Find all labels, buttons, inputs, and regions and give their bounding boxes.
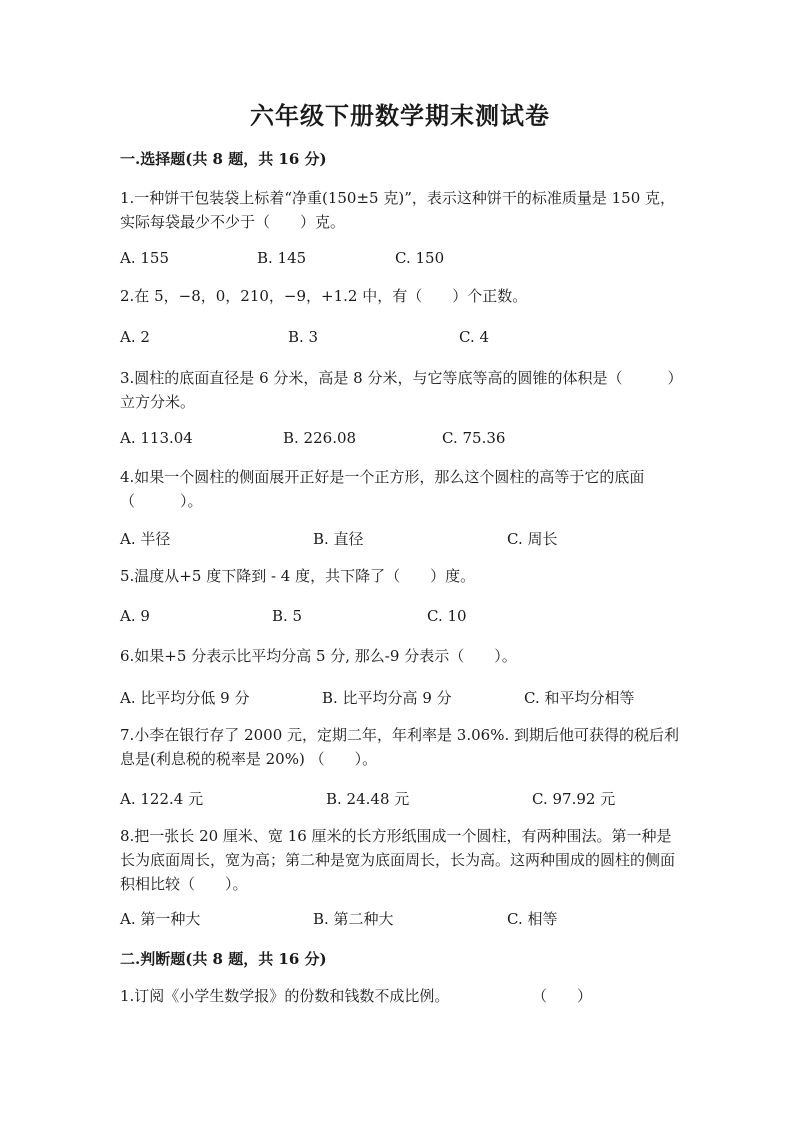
question-4: 4.如果一个圆柱的侧面展开正好是一个正方形，那么这个圆柱的高等于它的底面（ ）。	[120, 468, 645, 510]
option-b: B. 226.08	[283, 429, 357, 447]
question-8: 8.把一张长 20 厘米、宽 16 厘米的长方形纸围成一个圆柱，有两种围法。第一种是长为底面周长，宽为高；第二种是宽为底面周长，长为高。这两种围成的圆柱的侧面积相比较（ ）。	[120, 827, 676, 893]
option-a: A. 半径	[120, 530, 171, 548]
option-c: C. 10	[427, 607, 467, 625]
option-b: B. 第二种大	[313, 910, 394, 928]
option-c: C. 4	[459, 328, 490, 346]
option-a: A. 9	[120, 607, 150, 625]
question-1: 1.一种饼干包装袋上标着“净重(150±5 克)”，表示这种饼干的标准质量是 150 克，实际每袋最少不少于（ ）克。	[120, 189, 676, 231]
judge-question-1-answer-blank: （ ）	[532, 987, 593, 1005]
question-2: 2.在 5，−8，0，210，−9，+1.2 中，有（ ）个正数。	[120, 287, 528, 305]
question-7-options	[120, 788, 680, 810]
question-5-options	[120, 607, 680, 629]
question-5: 5.温度从+5 度下降到 - 4 度，共下降了（ ）度。	[120, 567, 476, 585]
option-c: C. 周长	[507, 530, 558, 548]
option-c: C. 和平均分相等	[524, 689, 635, 707]
option-a: A. 122.4 元	[120, 790, 204, 808]
section-heading-choice: 一.选择题(共 8 题，共 16 分)	[120, 150, 327, 168]
option-c: C. 75.36	[442, 429, 506, 447]
option-a: A. 第一种大	[120, 910, 201, 928]
question-6-options	[120, 687, 680, 709]
option-c: C. 150	[395, 249, 445, 267]
option-b: B. 比平均分高 9 分	[322, 689, 452, 707]
question-2-options	[120, 328, 680, 350]
option-b: B. 5	[272, 607, 303, 625]
option-c: C. 相等	[507, 910, 558, 928]
question-3: 3.圆柱的底面直径是 6 分米，高是 8 分米，与它等底等高的圆锥的体积是（ ）立方分米。	[120, 369, 675, 411]
question-6: 6.如果+5 分表示比平均分高 5 分, 那么-9 分表示（ ）。	[120, 647, 517, 665]
option-a: A. 比平均分低 9 分	[120, 689, 250, 707]
judge-question-1: 1.订阅《小学生数学报》的份数和钱数不成比例。	[120, 987, 450, 1005]
option-b: B. 3	[288, 328, 319, 346]
option-c: C. 97.92 元	[532, 790, 616, 808]
option-b: B. 24.48 元	[326, 790, 410, 808]
option-a: A. 155	[120, 249, 169, 267]
option-b: B. 直径	[313, 530, 364, 548]
question-3-options	[120, 429, 680, 451]
option-a: A. 2	[120, 328, 150, 346]
option-b: B. 145	[257, 249, 307, 267]
page-title: 六年级下册数学期末测试卷	[250, 101, 550, 130]
question-4-options	[120, 528, 680, 550]
option-a: A. 113.04	[120, 429, 193, 447]
section-heading-judge: 二.判断题(共 8 题，共 16 分)	[120, 950, 327, 968]
question-8-options	[120, 908, 680, 930]
question-1-options	[120, 249, 680, 271]
question-7: 7.小李在银行存了 2000 元，定期二年，年利率是 3.06%. 到期后他可获得的税后利息是(利息税的税率是 20%) （ ）。	[120, 726, 679, 768]
